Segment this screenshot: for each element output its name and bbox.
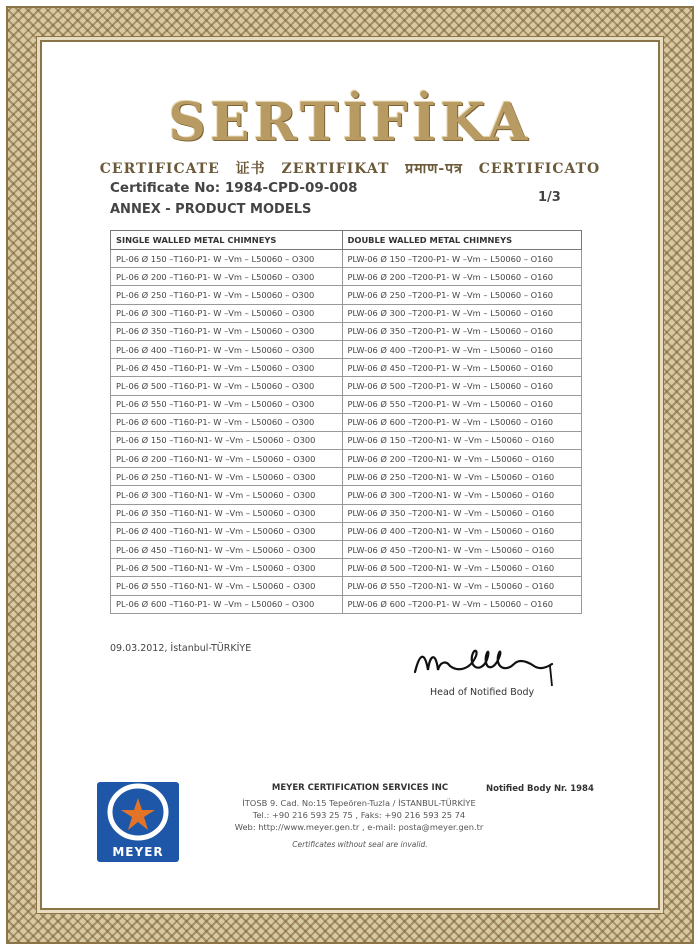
table-row <box>111 322 582 340</box>
single-walled-model-cell: PL-06 Ø 400 –T160-P1- W –Vm – L50060 – O300 <box>111 340 343 358</box>
certificate-title: SERTİFİKA <box>168 92 532 153</box>
signatory-title: Head of Notified Body <box>430 687 535 698</box>
double-walled-model-cell: PLW-06 Ø 500 –T200-P1- W –Vm – L50060 – O160 <box>342 377 582 395</box>
page-indicator: 1/3 <box>538 190 561 205</box>
single-walled-model-cell: PL-06 Ø 250 –T160-N1- W –Vm – L50060 – O300 <box>111 468 343 486</box>
table-row <box>111 250 582 268</box>
single-walled-model-cell: PL-06 Ø 500 –T160-P1- W –Vm – L50060 – O300 <box>111 377 343 395</box>
company-name: MEYER CERTIFICATION SERVICES INC <box>271 783 449 793</box>
single-walled-model-cell: PL-06 Ø 550 –T160-P1- W –Vm – L50060 – O300 <box>111 395 343 413</box>
double-walled-model-cell: PLW-06 Ø 350 –T200-N1- W –Vm – L50060 – O160 <box>342 504 582 522</box>
table-row <box>111 504 582 522</box>
annex-heading: ANNEX - PRODUCT MODELS <box>110 202 312 217</box>
double-walled-model-cell: PLW-06 Ø 200 –T200-P1- W –Vm – L50060 – O160 <box>342 268 582 286</box>
single-walled-model-cell: PL-06 Ø 450 –T160-N1- W –Vm – L50060 – O300 <box>111 541 343 559</box>
signature-image <box>410 642 560 686</box>
table-row <box>111 395 582 413</box>
single-walled-model-cell: PL-06 Ø 550 –T160-N1- W –Vm – L50060 – O300 <box>111 577 343 595</box>
table-row <box>111 431 582 449</box>
table-row <box>111 286 582 304</box>
single-walled-model-cell: PL-06 Ø 200 –T160-N1- W –Vm – L50060 – O300 <box>111 450 343 468</box>
table-row <box>111 340 582 358</box>
single-walled-model-cell: PL-06 Ø 350 –T160-P1- W –Vm – L50060 – O300 <box>111 322 343 340</box>
column-header-single-walled: SINGLE WALLED METAL CHIMNEYS <box>111 231 343 250</box>
single-walled-model-cell: PL-06 Ø 400 –T160-N1- W –Vm – L50060 – O300 <box>111 522 343 540</box>
table-row <box>111 522 582 540</box>
logo-text: MEYER <box>112 845 164 859</box>
single-walled-model-cell: PL-06 Ø 350 –T160-N1- W –Vm – L50060 – O300 <box>111 504 343 522</box>
certificate-number: Certificate No: 1984-CPD-09-008 <box>110 180 358 196</box>
table-row <box>111 468 582 486</box>
double-walled-model-cell: PLW-06 Ø 200 –T200-N1- W –Vm – L50060 – O160 <box>342 450 582 468</box>
table-row <box>111 541 582 559</box>
logo-star-icon <box>97 782 179 846</box>
single-walled-model-cell: PL-06 Ø 150 –T160-N1- W –Vm – L50060 – O300 <box>111 431 343 449</box>
table-row <box>111 413 582 431</box>
company-address: İTOSB 9. Cad. No:15 Tepeören-Tuzla / İSTANBUL-TÜRKİYE <box>242 798 476 808</box>
date-place: 09.03.2012, İstanbul-TÜRKİYE <box>110 643 252 654</box>
single-walled-model-cell: PL-06 Ø 150 –T160-P1- W –Vm – L50060 – O300 <box>111 250 343 268</box>
multilingual-certificate-label: CERTIFICATE 证书 ZERTIFIKAT प्रमाण-पत्र CERTIFICATO <box>99 161 601 177</box>
double-walled-model-cell: PLW-06 Ø 300 –T200-N1- W –Vm – L50060 – O160 <box>342 486 582 504</box>
double-walled-model-cell: PLW-06 Ø 400 –T200-N1- W –Vm – L50060 – O160 <box>342 522 582 540</box>
double-walled-model-cell: PLW-06 Ø 450 –T200-P1- W –Vm – L50060 – O160 <box>342 359 582 377</box>
single-walled-model-cell: PL-06 Ø 600 –T160-P1- W –Vm – L50060 – O300 <box>111 595 343 613</box>
table-row <box>111 486 582 504</box>
product-models-table <box>110 230 582 614</box>
double-walled-model-cell: PLW-06 Ø 600 –T200-P1- W –Vm – L50060 – O160 <box>342 413 582 431</box>
double-walled-model-cell: PLW-06 Ø 600 –T200-P1- W –Vm – L50060 – O160 <box>342 595 582 613</box>
double-walled-model-cell: PLW-06 Ø 150 –T200-N1- W –Vm – L50060 – O160 <box>342 431 582 449</box>
double-walled-model-cell: PLW-06 Ø 250 –T200-P1- W –Vm – L50060 – O160 <box>342 286 582 304</box>
single-walled-model-cell: PL-06 Ø 500 –T160-N1- W –Vm – L50060 – O300 <box>111 559 343 577</box>
company-web: Web: http://www.meyer.gen.tr , e-mail: posta@meyer.gen.tr <box>234 822 484 832</box>
seal-note: Certificates without seal are invalid. <box>292 840 428 849</box>
notified-body-number: Notified Body Nr. 1984 <box>486 784 594 794</box>
double-walled-model-cell: PLW-06 Ø 550 –T200-N1- W –Vm – L50060 – O160 <box>342 577 582 595</box>
double-walled-model-cell: PLW-06 Ø 250 –T200-N1- W –Vm – L50060 – O160 <box>342 468 582 486</box>
single-walled-model-cell: PL-06 Ø 300 –T160-P1- W –Vm – L50060 – O300 <box>111 304 343 322</box>
table-row <box>111 577 582 595</box>
double-walled-model-cell: PLW-06 Ø 400 –T200-P1- W –Vm – L50060 – O160 <box>342 340 582 358</box>
column-header-double-walled: DOUBLE WALLED METAL CHIMNEYS <box>342 231 582 250</box>
single-walled-model-cell: PL-06 Ø 250 –T160-P1- W –Vm – L50060 – O300 <box>111 286 343 304</box>
double-walled-model-cell: PLW-06 Ø 350 –T200-P1- W –Vm – L50060 – O160 <box>342 322 582 340</box>
table-row <box>111 304 582 322</box>
company-phone: Tel.: +90 216 593 25 75 , Faks: +90 216 593 25 74 <box>252 810 466 820</box>
single-walled-model-cell: PL-06 Ø 200 –T160-P1- W –Vm – L50060 – O300 <box>111 268 343 286</box>
table-row <box>111 377 582 395</box>
single-walled-model-cell: PL-06 Ø 300 –T160-N1- W –Vm – L50060 – O300 <box>111 486 343 504</box>
double-walled-model-cell: PLW-06 Ø 300 –T200-P1- W –Vm – L50060 – O160 <box>342 304 582 322</box>
table-row <box>111 595 582 613</box>
meyer-logo <box>97 782 179 862</box>
double-walled-model-cell: PLW-06 Ø 500 –T200-N1- W –Vm – L50060 – O160 <box>342 559 582 577</box>
double-walled-model-cell: PLW-06 Ø 550 –T200-P1- W –Vm – L50060 – O160 <box>342 395 582 413</box>
table-row <box>111 268 582 286</box>
table-row <box>111 359 582 377</box>
table-row <box>111 450 582 468</box>
double-walled-model-cell: PLW-06 Ø 150 –T200-P1- W –Vm – L50060 – O160 <box>342 250 582 268</box>
single-walled-model-cell: PL-06 Ø 450 –T160-P1- W –Vm – L50060 – O300 <box>111 359 343 377</box>
table-row <box>111 559 582 577</box>
table-header-row <box>111 231 582 250</box>
single-walled-model-cell: PL-06 Ø 600 –T160-P1- W –Vm – L50060 – O300 <box>111 413 343 431</box>
double-walled-model-cell: PLW-06 Ø 450 –T200-N1- W –Vm – L50060 – O160 <box>342 541 582 559</box>
